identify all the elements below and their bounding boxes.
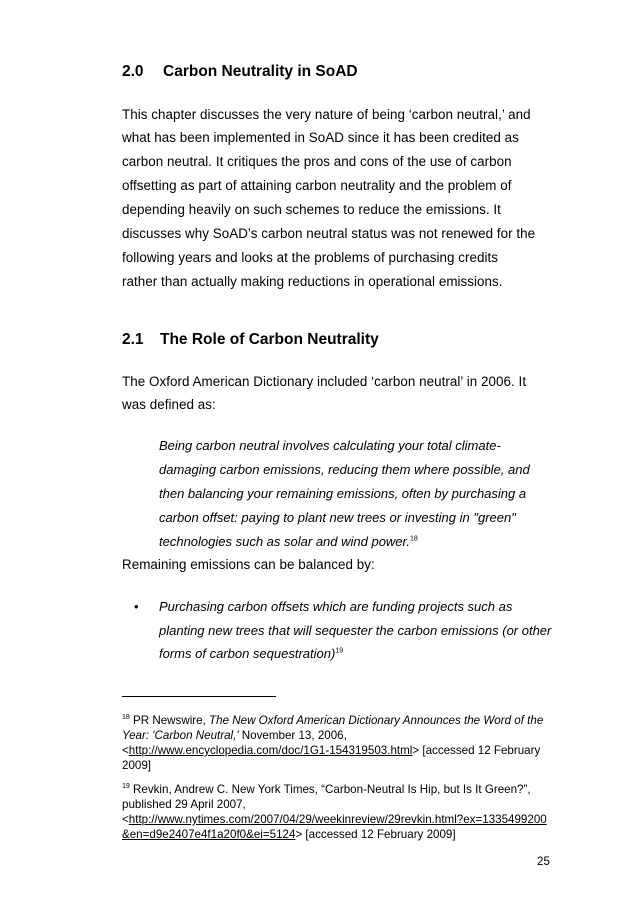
footnote-text: Revkin, Andrew C. New York Times, “Carbon-Neutral Is Hip, but Is It Green?”, [129, 783, 531, 796]
encyclopedia-link[interactable]: http://www.encyclopedia.com/doc/1G1-154319503.html [128, 744, 413, 757]
intro-line: was defined as: [122, 397, 216, 412]
footnote-text: PR Newswire, [129, 714, 210, 727]
footnote-line: 2009] [122, 759, 152, 772]
footnote-title: Year: 'Carbon Neutral,' [122, 729, 239, 742]
footnote-text: > [accessed 12 February 2009] [295, 828, 456, 841]
remaining-emissions-text: Remaining emissions can be balanced by: [122, 557, 375, 572]
footnote-line [122, 744, 540, 757]
nytimes-link[interactable]: http://www.nytimes.com/2007/04/29/weekinreview/29revkin.html?ex=1335499200 [128, 813, 547, 826]
section-2-1-number: 2.1 [122, 331, 144, 348]
quote-line: carbon offset: paying to plant new trees or investing in "green" [159, 510, 516, 525]
footnote-line [122, 729, 347, 742]
section-2-0-title: Carbon Neutrality in SoAD [163, 63, 358, 80]
paragraph-line: This chapter discusses the very nature of being ‘carbon neutral,’ and [122, 107, 531, 122]
quote-line [159, 534, 418, 549]
footnote-text: < [122, 744, 129, 757]
bullet-icon: • [134, 599, 139, 614]
paragraph-line: depending heavily on such schemes to reduce the emissions. It [122, 202, 501, 217]
paragraph-line: discusses why SoAD’s carbon neutral status was not renewed for the [122, 226, 536, 241]
bullet-line-text: forms of carbon sequestration) [159, 646, 336, 661]
paragraph-line: rather than actually making reductions in operational emissions. [122, 274, 503, 289]
nytimes-link-continued[interactable]: &en=d9e2407e4f1a20f0&ei=5124 [122, 828, 296, 841]
footnote-number: 18 [122, 714, 130, 722]
footnote-line [122, 828, 456, 841]
section-2-0-number: 2.0 [122, 63, 144, 80]
footnote-title: The New Oxford American Dictionary Announces the Word of the [209, 714, 544, 727]
section-2-1-title: The Role of Carbon Neutrality [160, 331, 379, 348]
intro-line: The Oxford American Dictionary included ‘carbon neutral’ in 2006. It [122, 374, 527, 389]
footnote-text: > [accessed 12 February [412, 744, 541, 757]
paragraph-line: offsetting as part of attaining carbon neutrality and the problem of [122, 178, 512, 193]
footnote-line [122, 783, 531, 796]
footnote-line [122, 714, 543, 727]
bullet-line [159, 646, 343, 661]
footnote-separator [122, 696, 276, 697]
footnote-text: < [122, 813, 129, 826]
footnote-ref-19[interactable]: 19 [335, 647, 344, 655]
footnote-line [122, 813, 547, 826]
page-number: 25 [537, 855, 550, 868]
bullet-line: planting new trees that will sequester the carbon emissions (or other [159, 623, 552, 638]
paragraph-line: carbon neutral. It critiques the pros and cons of the use of carbon [122, 154, 512, 169]
quote-line: then balancing your remaining emissions, often by purchasing a [159, 486, 527, 501]
footnote-line: published 29 April 2007, [122, 798, 246, 811]
quote-line: damaging carbon emissions, reducing them where possible, and [159, 462, 530, 477]
quote-line-text: technologies such as solar and wind power. [159, 534, 410, 549]
footnote-ref-18[interactable]: 18 [410, 535, 418, 543]
quote-line: Being carbon neutral involves calculating your total climate- [159, 438, 501, 453]
paragraph-line: what has been implemented in SoAD since it has been credited as [122, 130, 519, 145]
paragraph-line: following years and looks at the problems of purchasing credits [122, 250, 499, 265]
footnote-text: November 13, 2006, [238, 729, 347, 742]
bullet-line: Purchasing carbon offsets which are funding projects such as [159, 599, 513, 614]
footnote-number: 19 [122, 783, 130, 791]
